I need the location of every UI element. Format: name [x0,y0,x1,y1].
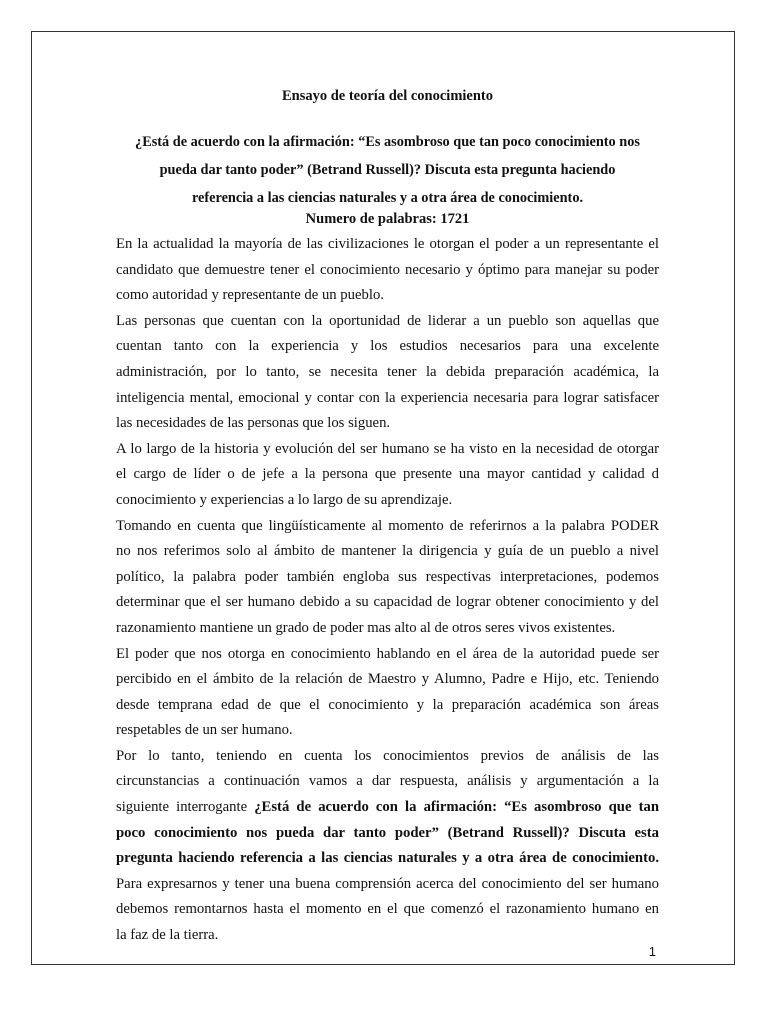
text-line: el cargo de líder o de jefe a la persona que presente una mayor cantidad y calidad d [116,466,659,483]
text-line-bold: poco conocimiento nos pueda dar tanto poder” (Betrand Russell)? Discuta esta [116,824,659,841]
text-line: conocimiento y experiencias a lo largo de su aprendizaje. [116,491,453,508]
text-line: En la actualidad la mayoría de las civilizaciones le otorgan el poder a un representante el [116,236,659,252]
essay-body [116,232,659,949]
text-line: la faz de la tierra. [116,927,219,944]
text-line: A lo largo de la historia y evolución del ser humano se ha visto en la necesidad de otorgar [116,440,659,457]
word-count: Numero de palabras: 1721 [305,211,470,227]
paragraph [116,744,659,872]
text-line: no nos referimos solo al ámbito de mantener la dirigencia y guía de un pueblo a nivel [116,543,659,560]
question-line: referencia a las ciencias naturales y a otra área de conocimiento. [191,190,584,206]
text-line-mixed [116,795,659,821]
paragraph [116,437,659,514]
text-line: político, la palabra poder también engloba sus respectivas interpretaciones, podemos [116,568,659,585]
text-line: circunstancias a continuación vamos a dar respuesta, análisis y argumentación a la [116,773,659,790]
inline-text: siguiente interrogante [116,799,255,816]
text-line-bold: pregunta haciendo referencia a las ciencias naturales y a otra área de conocimiento. [116,850,659,867]
text-line: respetables de un ser humano. [116,722,293,739]
text-line: administración, por lo tanto, se necesita tener la debida preparación académica, la [116,363,659,380]
text-line: desde temprana edad de que el conocimiento y la preparación académica son áreas [116,696,659,713]
text-line: Por lo tanto, teniendo en cuenta los conocimientos previos de análisis de las [116,747,659,764]
text-line: Las personas que cuentan con la oportunidad de liderar a un pueblo son aquellas que [116,312,659,329]
paragraph [116,514,659,642]
essay-question [116,128,659,212]
text-line: como autoridad y representante de un pueblo. [116,287,384,304]
question-line: ¿Está de acuerdo con la afirmación: “Es asombroso que tan poco conocimiento nos [135,134,640,150]
paragraph [116,642,659,744]
page-number: 1 [648,944,656,959]
paragraph [116,232,659,309]
essay-title: Ensayo de teoría del conocimiento [281,88,494,104]
text-line: las necesidades de las personas que los siguen. [116,415,391,432]
inline-question-bold: ¿Está de acuerdo con la afirmación: “Es asombroso que tan [254,799,659,816]
question-line: pueda dar tanto poder” (Betrand Russell)? Discuta esta pregunta haciendo [159,162,616,178]
text-line: Tomando en cuenta que lingüísticamente al momento de referirnos a la palabra PODER [116,517,659,534]
text-line: razonamiento mantiene un grado de poder mas alto al de otros seres vivos existentes. [116,619,616,636]
text-line: debemos remontarnos hasta el momento en el que comenzó el razonamiento humano en [116,901,659,918]
text-line: determinar que el ser humano debido a su capacidad de lograr obtener conocimiento y del [116,594,659,611]
text-line: candidato que demuestre tener el conocimiento necesario y óptimo para manejar su poder [116,261,659,278]
text-line: El poder que nos otorga en conocimiento hablando en el área de la autoridad puede ser [116,645,659,662]
paragraph [116,872,659,949]
text-line: inteligencia mental, emocional y contar con la experiencia necesaria para lograr satisfacer [116,389,659,406]
text-line: Para expresarnos y tener una buena comprensión acerca del conocimiento del ser humano [116,875,659,892]
text-line: cuentan tanto con la experiencia y los estudios necesarios para una excelente [116,338,659,355]
text-line: percibido en el ámbito de la relación de Maestro y Alumno, Padre e Hijo, etc. Teniendo [116,671,659,688]
paragraph [116,309,659,437]
